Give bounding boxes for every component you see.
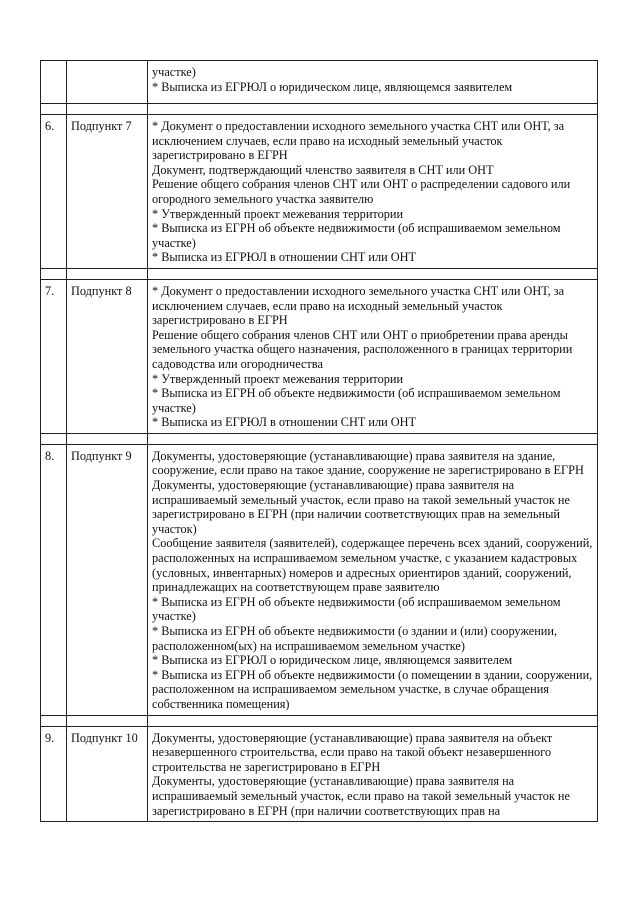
document-line: * Выписка из ЕГРН об объекте недвижимости (о здании и (или) сооружении, расположенном(ых) на испрашиваемом земельном участке) [152,624,558,653]
row-number: 6. [41,115,67,269]
row-subclause [67,61,148,104]
document-line: Документы, удостоверяющие (устанавливающие) права заявителя на объект незавершенного строительства, если право на такой объект незавершенного строительства не зарегистрировано в ЕГРН [152,730,553,774]
table-row [41,115,598,269]
document-line: Документы, удостоверяющие (устанавливающие) права заявителя на здание, сооружение, если право на такое здание, сооружение не зарегистрировано в ЕГРН [152,448,584,478]
row-separator [41,433,598,444]
document-line: * Выписка из ЕГРН об объекте недвижимости (об испрашиваемом земельном участке) [152,221,561,250]
row-separator [41,268,598,279]
document-line: * Выписка из ЕГРН об объекте недвижимости (о помещении в здании, сооружении, расположенном на испрашиваемом земельном участке, в случае обращения собственника помещения) [152,667,593,711]
row-number: 7. [41,279,67,433]
document-line: * Утвержденный проект межевания территории [152,206,404,221]
row-documents [148,726,598,822]
table-row [41,279,598,433]
table-row [41,61,598,104]
document-line: Документы, удостоверяющие (устанавливающие) права заявителя на испрашиваемый земельный участок, если право на такой земельный участок не зарегистрировано в ЕГРН (при наличии соответствующих прав на [152,774,570,818]
document-line: участке) [152,65,196,79]
document-line: * Документ о предоставлении исходного земельного участка СНТ или ОНТ, за исключением случаев, если право на исходный земельный участок зарегистрировано в ЕГРН [152,283,565,328]
table-row [41,444,598,715]
document-line: Решение общего собрания членов СНТ или ОНТ о распределении садового или огородного земельного участка заявителю [152,177,571,206]
document-line: Решение общего собрания членов СНТ или ОНТ о приобретении права аренды земельного участка общего назначения, расположенного в границах территории садоводства или огородничества [152,327,573,371]
document-line: * Выписка из ЕГРЮЛ в отношении СНТ или ОНТ [152,250,417,265]
document-line: Документы, удостоверяющие (устанавливающие) права заявителя на испрашиваемый земельный участок, если право на такой земельный участок не зарегистрировано в ЕГРН (при наличии соответствующих прав на земельный участок) [152,478,570,536]
document-line: * Утвержденный проект межевания территории [152,371,404,386]
row-number: 8. [41,444,67,715]
document-line: Сообщение заявителя (заявителей), содержащее перечень всех зданий, сооружений, расположенных на испрашиваемом земельном участке, с указанием кадастровых (условных, инвентарных) номеров и адресных ориентиров зданий, сооружений, принадлежащих на соответствующем праве заявителю [152,536,593,595]
document-line: * Выписка из ЕГРН об объекте недвижимости (об испрашиваемом земельном участке) [152,594,561,624]
document-line: * Выписка из ЕГРЮЛ о юридическом лице, являющемся заявителем [152,653,513,668]
row-documents [148,115,598,269]
row-subclause: Подпункт 8 [67,279,148,433]
documents-table [40,60,598,822]
row-separator [41,104,598,115]
row-subclause: Подпункт 10 [67,726,148,822]
document-line: * Выписка из ЕГРЮЛ в отношении СНТ или ОНТ [152,415,417,430]
row-number [41,61,67,104]
document-line: * Выписка из ЕГРН об объекте недвижимости (об испрашиваемом земельном участке) [152,386,561,415]
row-documents [148,61,598,104]
row-documents [148,279,598,433]
document-line: Документ, подтверждающий членство заявителя в СНТ или ОНТ [152,162,494,177]
document-line: * Выписка из ЕГРЮЛ о юридическом лице, являющемся заявителем [152,79,513,94]
row-separator [41,715,598,726]
row-number: 9. [41,726,67,822]
row-documents [148,444,598,715]
document-line: * Документ о предоставлении исходного земельного участка СНТ или ОНТ, за исключением случаев, если право на исходный земельный участок зарегистрировано в ЕГРН [152,119,565,163]
row-subclause: Подпункт 7 [67,115,148,269]
table-row [41,726,598,822]
row-subclause: Подпункт 9 [67,444,148,715]
